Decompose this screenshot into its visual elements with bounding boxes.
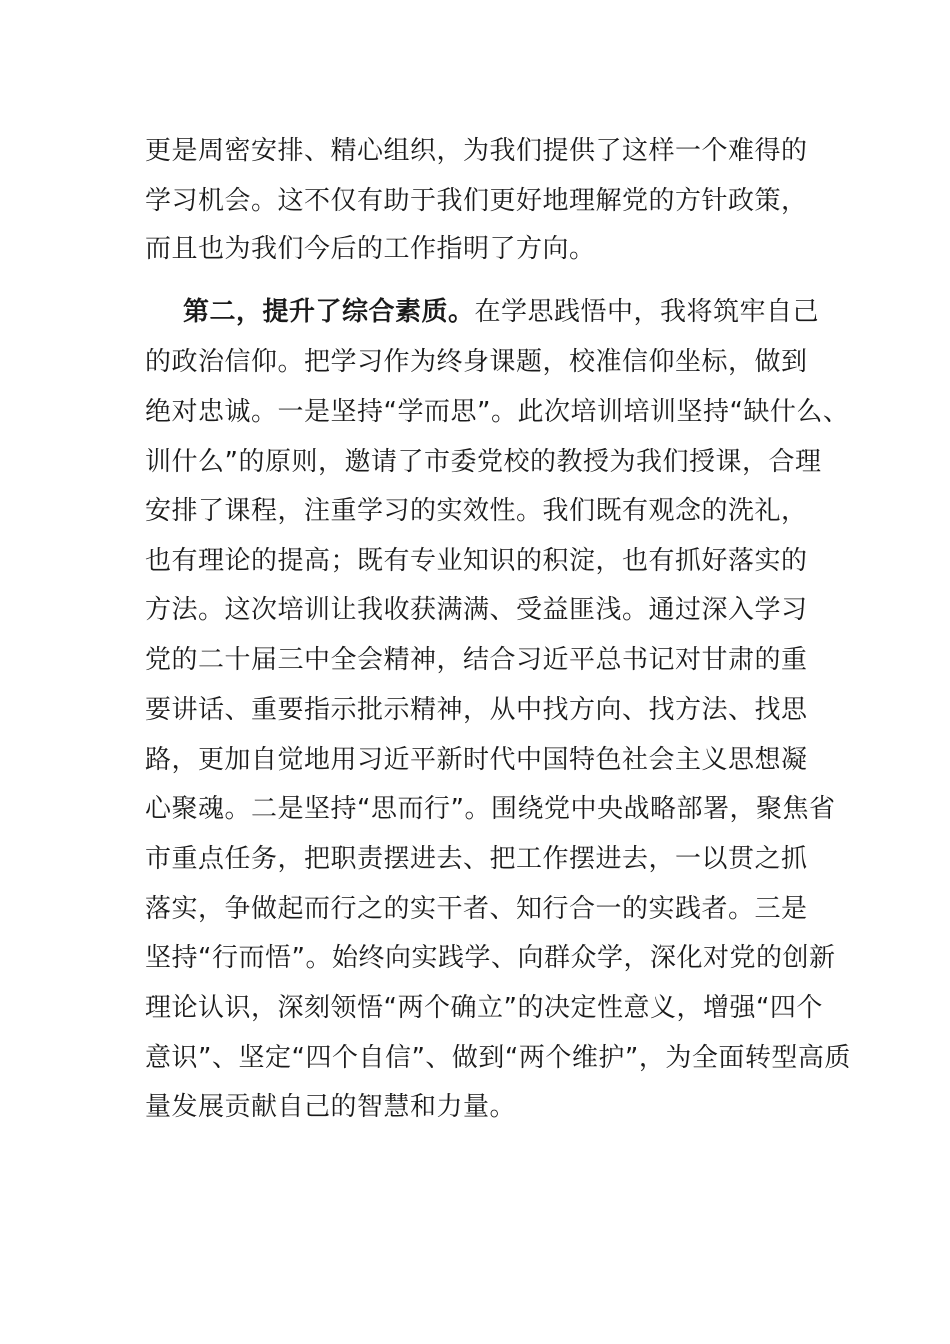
paragraph-2-line-14: 坚持“行而悟”。始终向实践学、向群众学，深化对党的创新 (145, 943, 836, 973)
section-heading: 第二，提升了综合素质。 (183, 297, 475, 327)
paragraph-2-line-16: 意识”、坚定“四个自信”、做到“两个维护”，为全面转型高质 (145, 1043, 851, 1073)
paragraph-2-first-line-text: 在学思践悟中，我将筑牢自己 (474, 297, 820, 327)
paragraph-2-line-15: 理论认识，深刻领悟“两个确立”的决定性意义，增强“四个 (145, 993, 823, 1023)
paragraph-2-line-6: 也有理论的提高；既有专业知识的积淀，也有抓好落实的 (145, 546, 808, 576)
paragraph-1-line-3: 而且也为我们今后的工作指明了方向。 (145, 234, 596, 264)
paragraph-1-line-1: 更是周密安排、精心组织，为我们提供了这样一个难得的 (145, 136, 808, 166)
paragraph-2-line-3: 绝对忠诚。一是坚持“学而思”。此次培训培训坚持“缺什么、 (145, 397, 850, 427)
paragraph-2-first-line (183, 292, 825, 332)
paragraph-2-line-8: 党的二十届三中全会精神，结合习近平总书记对甘肃的重 (145, 645, 808, 675)
paragraph-2-line-4: 训什么”的原则，邀请了市委党校的教授为我们授课，合理 (145, 447, 822, 477)
paragraph-2-line-9: 要讲话、重要指示批示精神，从中找方向、找方法、找思 (145, 695, 808, 725)
paragraph-2-line-5: 安排了课程，注重学习的实效性。我们既有观念的洗礼， (145, 496, 808, 526)
paragraph-2-line-10: 路，更加自觉地用习近平新时代中国特色社会主义思想凝 (145, 745, 808, 775)
paragraph-2-line-11: 心聚魂。二是坚持“思而行”。围绕党中央战略部署，聚焦省 (145, 794, 836, 824)
paragraph-2-line-13: 落实，争做起而行之的实干者、知行合一的实践者。三是 (145, 894, 808, 924)
paragraph-2-line-7: 方法。这次培训让我收获满满、受益匪浅。通过深入学习 (145, 595, 808, 625)
paragraph-2-line-2: 的政治信仰。把学习作为终身课题，校准信仰坐标，做到 (145, 347, 808, 377)
paragraph-2-line-17: 量发展贡献自己的智慧和力量。 (145, 1092, 517, 1122)
paragraph-2-line-12: 市重点任务，把职责摆进去、把工作摆进去，一以贯之抓 (145, 844, 808, 874)
paragraph-1-line-2: 学习机会。这不仅有助于我们更好地理解党的方针政策， (145, 186, 808, 216)
